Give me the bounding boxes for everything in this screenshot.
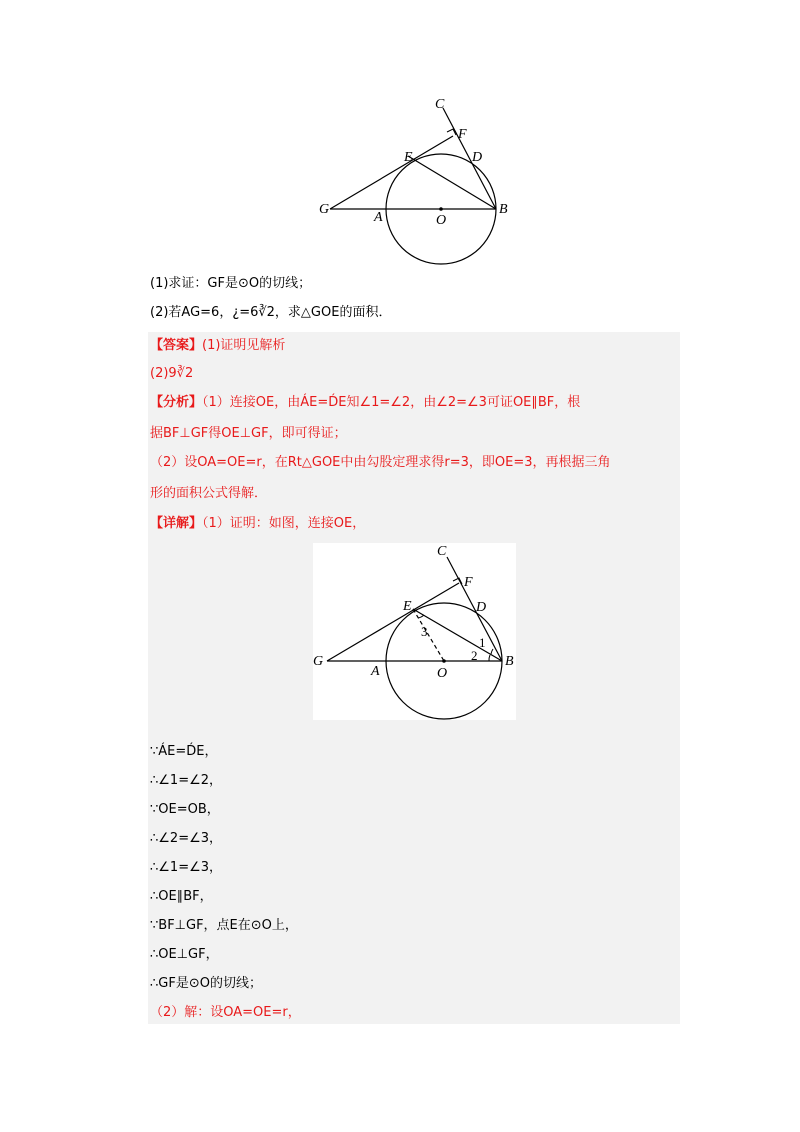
analysis-text-3: （2）设OA=OE=r，在Rt△GOE中由勾股定理求得r=3，即OE=3，再根据三角 xyxy=(150,455,611,470)
angle-label-1: 1 xyxy=(479,635,486,650)
answer-part-1: (1)证明见解析 xyxy=(202,338,286,353)
label-O: O xyxy=(436,213,447,228)
label-E: E xyxy=(404,150,413,165)
analysis-text-1: （1）连接OE，由ÁE=D́E知∠1=∠2，由∠2=∠3可证OE∥BF，根 xyxy=(202,395,581,410)
step-5: ∴∠1=∠3， xyxy=(150,860,223,875)
analysis-line-1 xyxy=(150,393,580,413)
label-B: B xyxy=(505,654,514,669)
detail-intro: （1）证明：如图，连接OE， xyxy=(202,516,366,531)
label-A: A xyxy=(374,210,383,225)
answer-line-1 xyxy=(150,336,285,356)
figure-1-svg xyxy=(310,92,520,272)
step-6: ∴OE∥BF， xyxy=(150,889,213,904)
step-3: ∵OE=OB， xyxy=(150,802,220,817)
label-G: G xyxy=(319,202,330,217)
label-B: B xyxy=(499,202,508,217)
angle-label-2: 2 xyxy=(471,648,478,663)
step-8: ∴OE⊥GF， xyxy=(150,947,219,962)
detail-line-1 xyxy=(150,514,365,534)
label-D: D xyxy=(476,600,487,615)
answer-tag: 【答案】 xyxy=(150,338,203,353)
label-E: E xyxy=(403,599,412,614)
geometry-figure-2 xyxy=(313,543,516,720)
figure-2-svg xyxy=(313,543,516,720)
analysis-tag: 【分析】 xyxy=(150,395,203,410)
label-D: D xyxy=(472,150,483,165)
step-10: （2）解：设OA=OE=r， xyxy=(150,1005,301,1020)
angle-label-3: 3 xyxy=(421,624,428,639)
analysis-text-2: 据BF⊥GF得OE⊥GF，即可得证； xyxy=(150,426,347,441)
step-7: ∵BF⊥GF，点E在⊙O上， xyxy=(150,918,298,933)
label-C: C xyxy=(437,544,447,559)
step-2: ∴∠1=∠2， xyxy=(150,773,223,788)
label-C: C xyxy=(435,97,445,112)
label-F: F xyxy=(458,127,467,142)
detail-tag: 【详解】 xyxy=(150,516,203,531)
label-G: G xyxy=(313,654,324,669)
question-1: (1)求证：GF是⊙O的切线； xyxy=(150,276,312,291)
geometry-figure-1 xyxy=(310,92,520,272)
step-9: ∴GF是⊙O的切线； xyxy=(150,976,262,991)
label-O: O xyxy=(437,666,448,681)
step-1: ∵ÁE=D́E， xyxy=(150,744,218,759)
label-F: F xyxy=(464,575,473,590)
answer-part-2: (2)9∛2 xyxy=(150,366,194,381)
question-2: (2)若AG=6，¿=6∛2，求△GOE的面积． xyxy=(150,305,392,320)
label-A: A xyxy=(371,664,380,679)
step-4: ∴∠2=∠3， xyxy=(150,831,223,846)
analysis-text-4: 形的面积公式得解． xyxy=(150,486,268,501)
